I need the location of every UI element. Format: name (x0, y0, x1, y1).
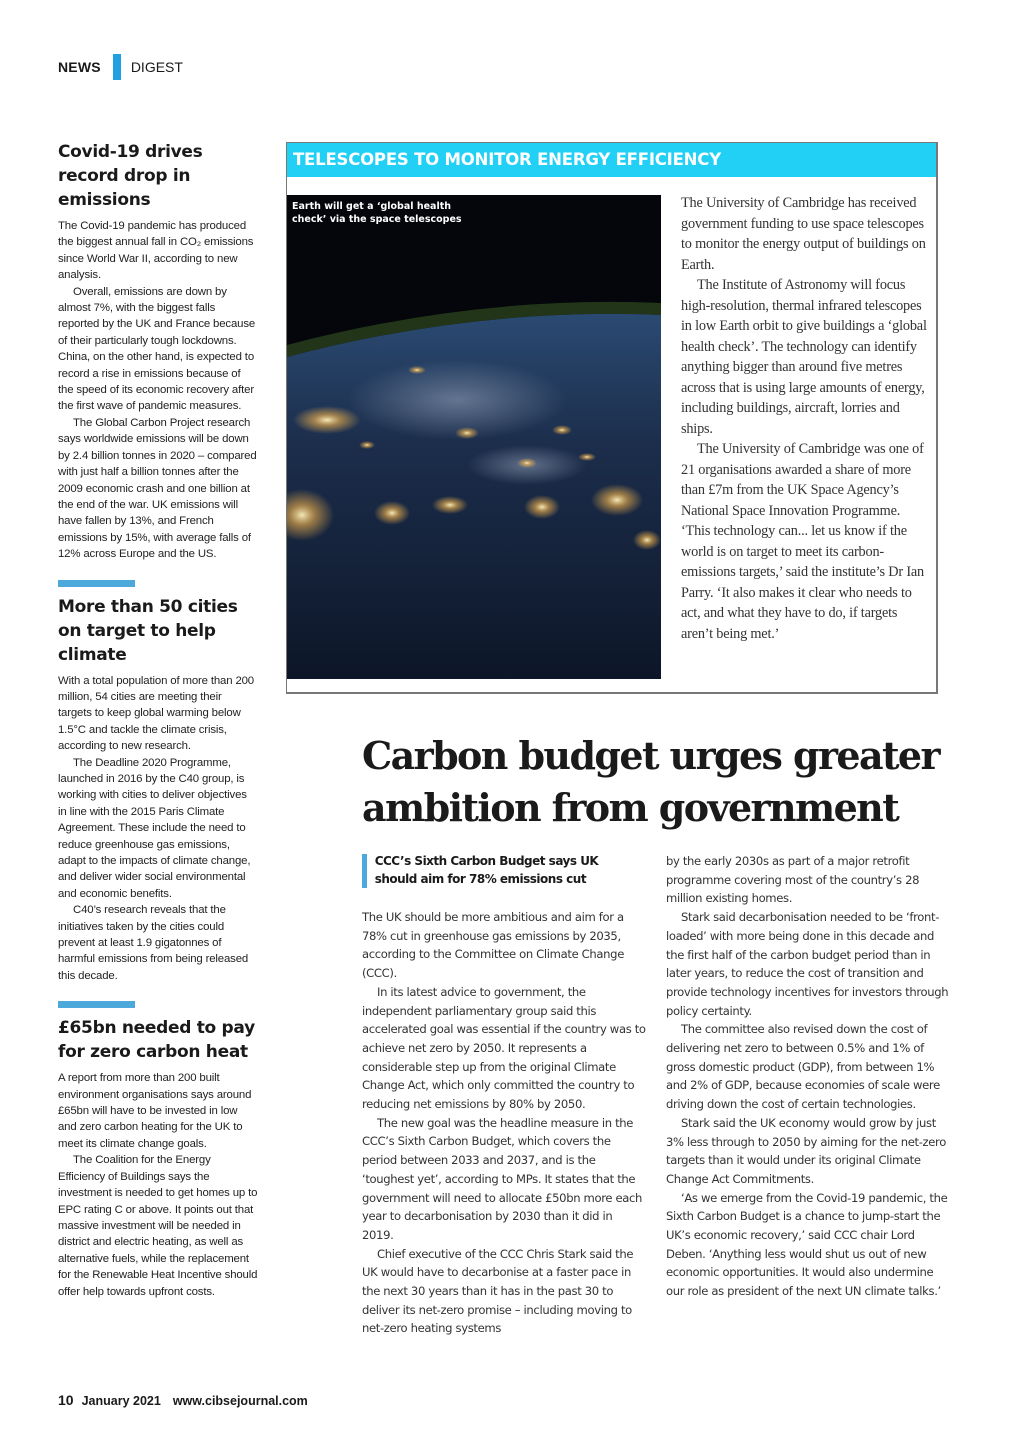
article-paragraph: The committee also revised down the cost of delivering net zero to between 0.5% and 1% of gross domestic product (GDP), from between 1% and 2% of GDP, because economies of scale were driving down the cost of certain technologies. (666, 1022, 940, 1112)
city-lights (374, 501, 410, 525)
story-paragraph: With a total population of more than 200 million, 54 cities are meeting their targets to keep global warming below 1.5°C and tackle the climate crisis, according to new research. (58, 674, 254, 753)
article-paragraph: Chief executive of the CCC Chris Stark said the UK would have to decarbonise at a faster pace in the next 30 years than it has in the past 30 to deliver its net-zero promise – including moving to net-zero heating systems (362, 1246, 634, 1336)
city-lights (432, 496, 468, 514)
feature-body (681, 193, 931, 644)
city-lights (293, 406, 361, 434)
article-standfirst (362, 852, 632, 888)
section-divider-bar (113, 54, 121, 80)
feature-paragraph: The University of Cambridge has received government funding to use space telescopes to monitor the energy output of buildings on Earth. (681, 195, 926, 273)
telescope-feature-box (286, 142, 938, 694)
story-paragraph: The Covid-19 pandemic has produced the biggest annual fall in CO₂ emissions since World War II, according to new analysis. (58, 220, 254, 282)
story-paragraph: Overall, emissions are down by almost 7%, with the biggest falls reported by the UK and France because of their particularly tough lockdowns. China, on the other hand, is expected to record a rise in emissions because of the speed of its economic recovery after the first wave of pandemic measures. (58, 285, 256, 413)
standfirst-accent-bar (362, 854, 367, 888)
article-paragraph: In its latest advice to government, the independent parliamentary group said this accelerated goal was essential if the country was to achieve net zero by 2050. It represents a considerable step up from the original Climate Change Act, which only committed the country to reducing net emissions by 80% by 2050. (362, 984, 646, 1112)
story-divider (58, 580, 135, 587)
standfirst-text: CCC’s Sixth Carbon Budget says UK should aim for 78% emissions cut (374, 854, 599, 886)
article-headline: Carbon budget urges greater ambition from government (362, 733, 939, 830)
website-link[interactable]: www.cibsejournal.com (172, 1394, 308, 1408)
city-lights (578, 453, 596, 461)
story-title: More than 50 cities on target to help climate (58, 596, 238, 665)
news-digest-column (58, 140, 258, 1300)
story-divider (58, 1001, 135, 1008)
feature-paragraph: The University of Cambridge was one of 21 organisations awarded a share of more than £7m from the UK Space Agency’s National Space Innovation Programme. ‘This technology can... let us know if the world is on target to meet its carbon-emissions targets,’ said the institute’s Dr Ian Parry. ‘It also makes it clear who needs to act, and what they have to do, if targets aren’t being met.’ (681, 441, 925, 642)
city-lights (408, 366, 426, 374)
feature-paragraph: The Institute of Astronomy will focus high-resolution, thermal infrared telescopes in low Earth orbit to give buildings a ‘global health check’. The technology can identify anything bigger than around five metres across that is using large amounts of energy, including buildings, aircraft, lorries and ships. (681, 277, 927, 437)
feature-title: TELESCOPES TO MONITOR ENERGY EFFICIENCY (293, 150, 721, 169)
section-label: NEWS (58, 59, 101, 75)
story-paragraph: The Coalition for the Energy Efficiency of Buildings says the investment is needed to get homes up to EPC rating C or above. It points out that massive investment will be needed in district and electric heating, as well as alternative fuels, while the replacement for the Renewable Heat Incentive should offer help towards upfront costs. (58, 1154, 258, 1298)
article-paragraph: The UK should be more ambitious and aim for a 78% cut in greenhouse gas emissions by 2035, according to the Committee on Climate Change (CCC). (362, 910, 624, 981)
article-column-1 (362, 908, 647, 1338)
article-paragraph: ‘As we emerge from the Covid-19 pandemic, the Sixth Carbon Budget is a chance to jump-start the UK’s economic recovery,’ said CCC chair Lord Deben. ‘Anything less would shut us out of new economic opportunities. It would also undermine our role as president of the next UN climate talks.’ (666, 1190, 948, 1299)
article-paragraph: Stark said decarbonisation needed to be ‘front-loaded’ with more being done in this decade and the first half of the carbon budget period than in later years, to reduce the cost of transition and provide technology incentives for investors through policy certainty. (666, 910, 949, 1018)
cloud-cover (347, 360, 567, 440)
city-lights (517, 458, 537, 468)
story-title: £65bn needed to pay for zero carbon heat (58, 1018, 255, 1063)
city-lights (591, 484, 643, 516)
earth-night-photo (287, 195, 661, 679)
story-zero-carbon-heat (58, 1016, 258, 1300)
city-lights (359, 441, 375, 449)
story-cities-target (58, 595, 258, 985)
earth-night-image (287, 195, 661, 679)
story-paragraph: C40’s research reveals that the initiatives taken by the cities could prevent at least 1.9 gigatonnes of harmful emissions from being released this decade. (58, 904, 249, 982)
story-covid-emissions (58, 140, 258, 563)
article-paragraph: The new goal was the headline measure in the CCC’s Sixth Carbon Budget, which covers the period between 2033 and 2037, and is the ‘toughest yet’, according to MPs. It states that the government will need to allocate £50bn more each year to decarbonisation by 2030 than it did in 2019. (362, 1115, 643, 1242)
city-lights (524, 495, 560, 519)
city-lights (633, 530, 661, 550)
section-header (58, 55, 183, 79)
story-paragraph: A report from more than 200 built environment organisations says around £65bn will have to be invested in low and zero carbon heating for the UK to meet its climate change goals. (58, 1072, 252, 1150)
story-title: Covid-19 drives record drop in emissions (58, 142, 203, 210)
article-paragraph: Stark said the UK economy would grow by just 3% less through to 2050 by aiming for the net-zero targets than it would under its original Climate Change Act Commitments. (666, 1115, 946, 1186)
story-paragraph: The Deadline 2020 Programme, launched in 2016 by the C40 group, is working with cities to deliver objectives in line with the 2015 Paris Climate Agreement. These include the need to reduce greenhouse gas emissions, adapt to the impacts of climate change, and deliver wider social environmental and economic benefits. (58, 756, 251, 900)
story-paragraph: The Global Carbon Project research says worldwide emissions will be down by 2.4 billion tonnes in 2020 – compared with just half a billion tonnes after the 2009 economic crash and one billion at the end of the war. UK emissions will have fallen by 13%, and French emissions by 15%, with average falls of 12% across Europe and the US. (58, 416, 257, 561)
issue-date: January 2021 (81, 1394, 161, 1408)
feature-title-band (287, 143, 936, 177)
subsection-label: DIGEST (130, 59, 183, 75)
article-paragraph: by the early 2030s as part of a major retrofit programme covering most of the country’s 28 million existing homes. (666, 854, 920, 906)
page-footer (58, 1392, 308, 1408)
city-lights (552, 425, 572, 435)
page-number: 10 (58, 1392, 74, 1408)
article-column-2 (666, 852, 951, 1301)
photo-caption: Earth will get a ‘global health check’ via the space telescopes (292, 201, 462, 225)
city-lights (455, 427, 479, 439)
